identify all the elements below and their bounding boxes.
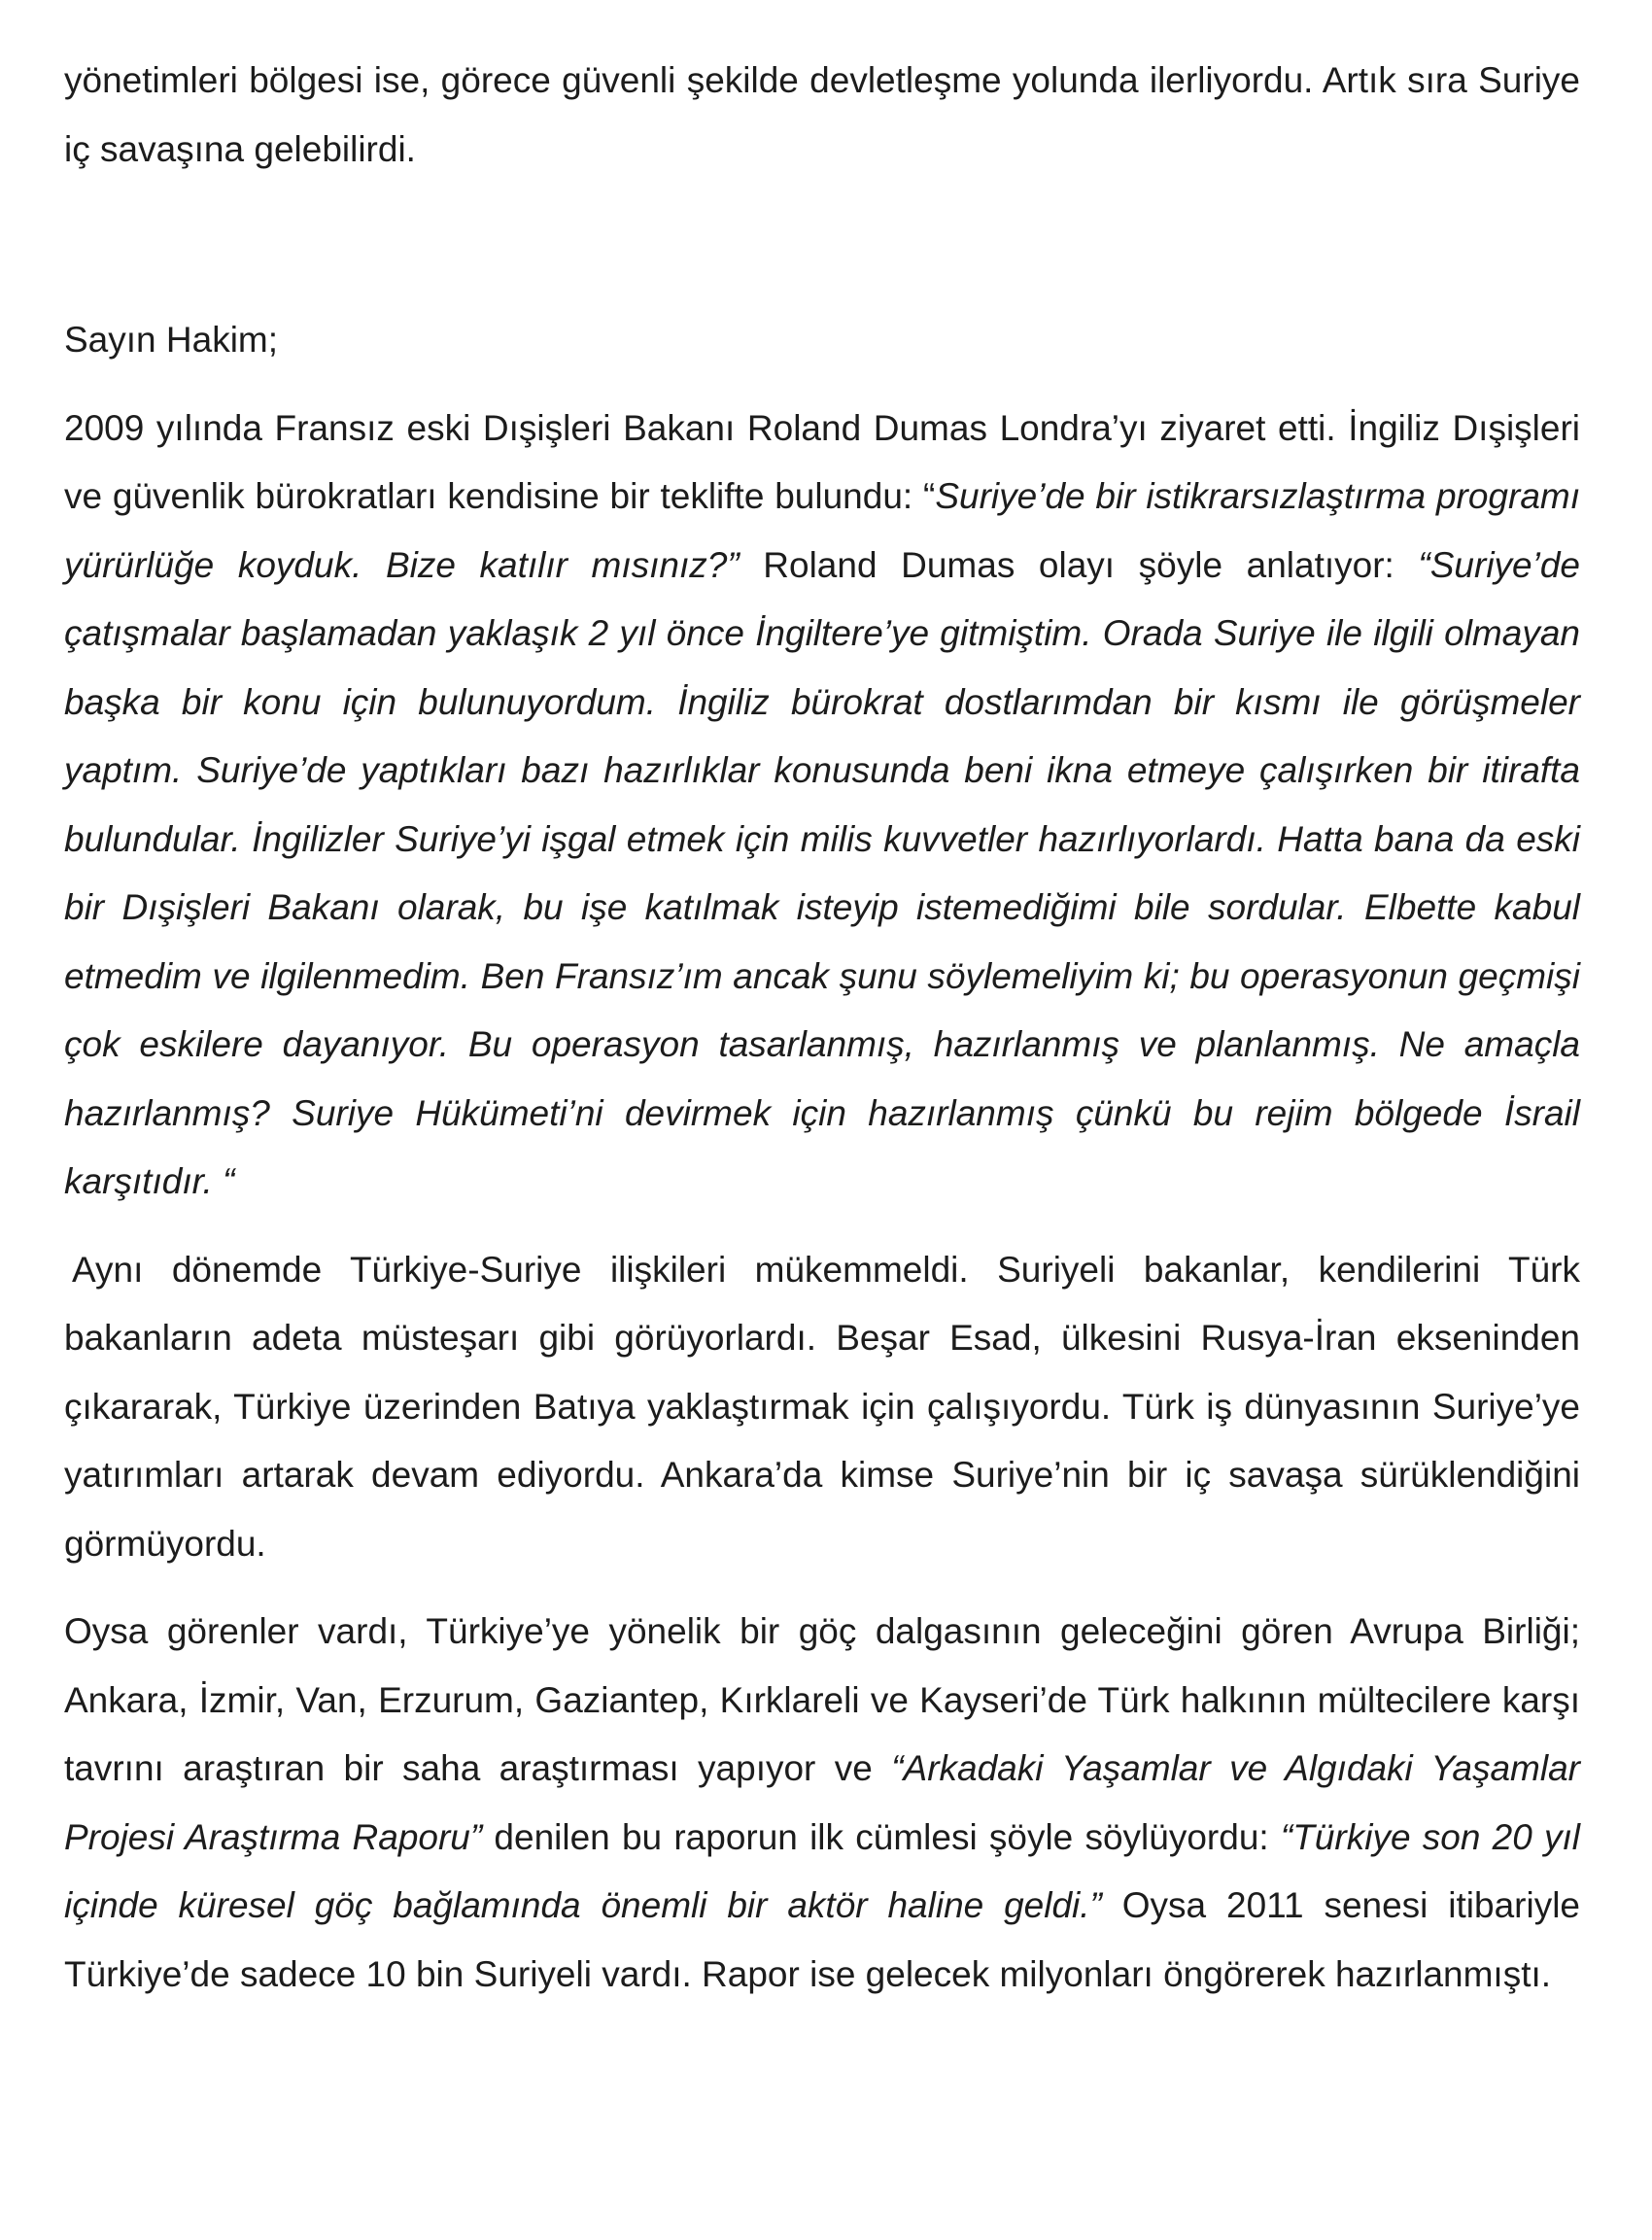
paragraph-intro: yönetimleri bölgesi ise, görece güvenli şekilde devletleşme yolunda ilerliyordu. Artık sıra Suriye iç savaşına gelebilirdi. [64,60,1580,169]
paragraph-dumas-quote-2: “Suriye’de çatışmalar başlamadan yaklaşık 2 yıl önce İngiltere’ye gitmiştim. Orada Suriye ile ilgili olmayan başka bir konu için bulunuyordum. İngiliz bürokrat dostlarımdan bir kısmı ile görüşmeler yaptım. Suriye’de yaptıkları bazı hazırlıklar konusunda beni ikna etmeye çalışırken bir itirafta bulundular. İngilizler Suriye’yi işgal etmek için milis kuvvetler hazırlıyorlardı. Hatta bana da eski bir Dışişleri Bakanı olarak, bu işe katılmak isteyip istemediğimi bile sordular. Elbette kabul etmedim ve ilgilenmedim. Ben Fransız’ım ancak şunu söylemeliyim ki; bu operasyonun geçmişi çok eskilere dayanıyor. Bu operasyon tasarlanmış, hazırlanmış ve planlanmış. Ne amaçla hazırlanmış? Suriye Hükümeti’ni devirmek için hazırlanmış çünkü bu rejim bölgede İsrail karşıtıdır. “ [64,544,1580,1201]
paragraph-eu-text-3: Oysa 2011 senesi itibariyle Türkiye’de sadece 10 bin Suriyeli vardı. Rapor ise gelecek milyonları öngörerek hazırlanmıştı. [64,1885,1580,1994]
paragraph-turkey-syria: Aynı dönemde Türkiye-Suriye ilişkileri mükemmeldi. Suriyeli bakanlar, kendilerini Türk bakanların adeta müsteşarı gibi görüyorlardı. Beşar Esad, ülkesini Rusya-İran ekseninden çıkararak, Türkiye üzerinden Batıya yaklaştırmak için çalışıyordu. Türk iş dünyasının Suriye’ye yatırımları artarak devam ediyordu. Ankara’da kimse Suriye’nin bir iç savaşa sürüklendiğini görmüyordu. [64,1249,1580,1564]
paragraph-eu-report-title: “Arkadaki Yaşamlar ve Algıdaki Yaşamlar Projesi Araştırma Raporu” [64,1748,1580,1857]
paragraph-eu-text-1: Oysa görenler vardı, Türkiye’ye yönelik bir göç dalgasının geleceğini gören Avrupa Birliği; Ankara, İzmir, Van, Erzurum, Gaziantep, Kırklareli ve Kayseri’de Türk halkının mültecilere karşı tavrını araştıran bir saha araştırması yapıyor ve [64,1611,1580,1788]
paragraph-eu-report [64,1598,1580,2009]
paragraph-eu-quote: “Türkiye son 20 yıl içinde küresel göç bağlamında önemli bir aktör haline geldi.” [64,1816,1580,1925]
paragraph-dumas-text-2: Roland Dumas olayı şöyle anlatıyor: [739,544,1419,585]
paragraph-eu-text-2: denilen bu raporun ilk cümlesi şöyle söylüyordu: [482,1816,1281,1857]
document-page [64,47,1580,2009]
paragraph-dumas [64,395,1580,1217]
paragraph-dumas-text-1: 2009 yılında Fransız eski Dışişleri Bakanı Roland Dumas Londra’yı ziyaret etti. İngiliz Dışişleri ve güvenlik bürokratları kendisine bir teklifte bulundu: “ [64,407,1580,516]
salutation: Sayın Hakim; [64,320,279,360]
paragraph-dumas-quote-1: Suriye’de bir istikrarsızlaştırma programı yürürlüğe koyduk. Bize katılır mısınız?” [64,476,1581,585]
